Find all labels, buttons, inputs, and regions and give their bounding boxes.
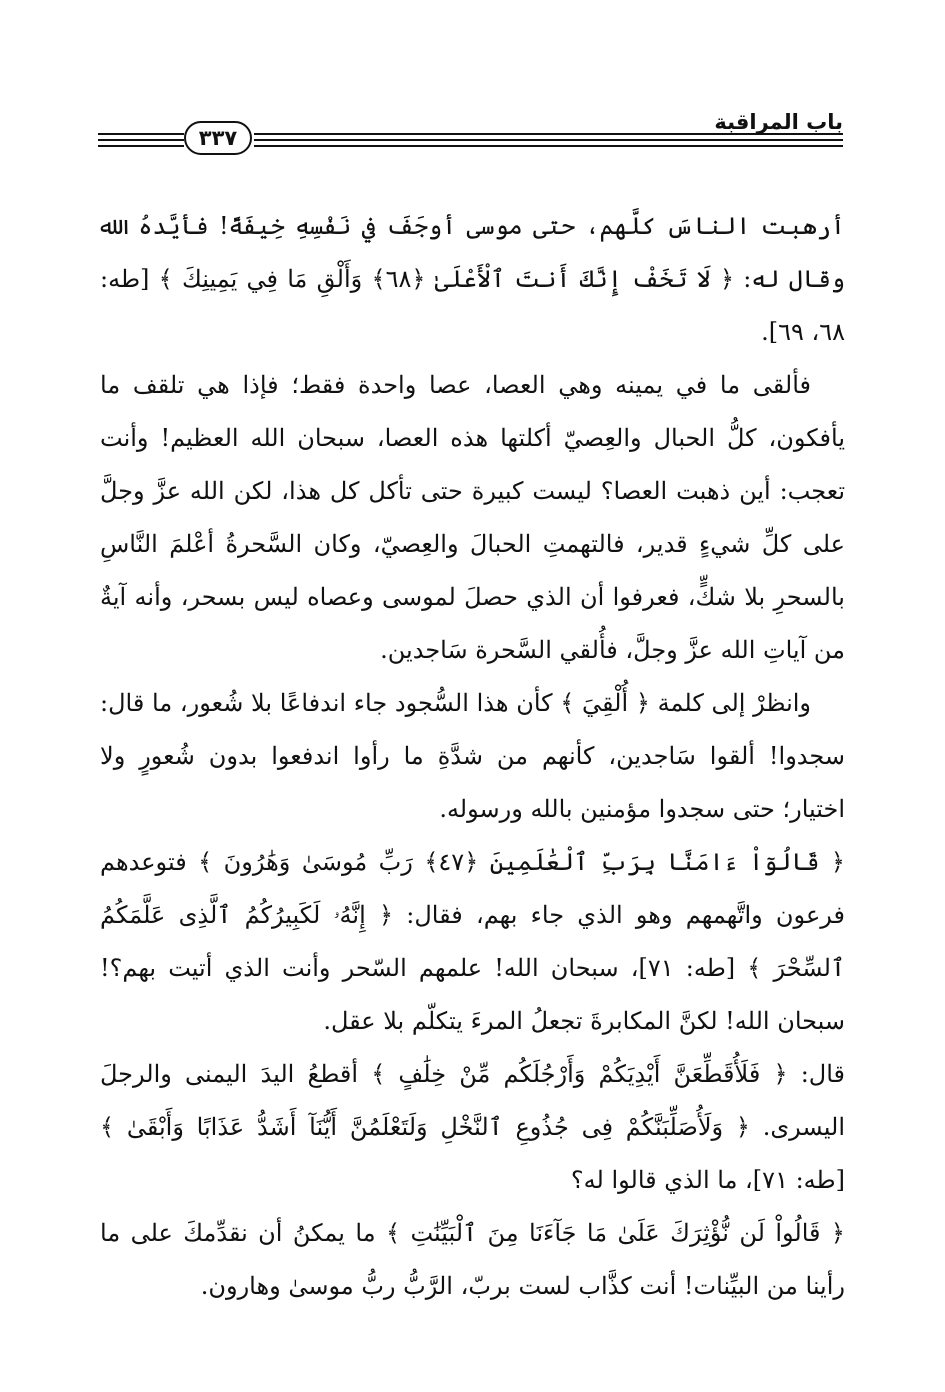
paragraph: وانظرْ إلى كلمة ﴿ أُلْقِيَ ﴾ كأن هذا السُّجود جاء اندفاعًا بلا شُعور، ما قال: سجدوا! ألقوا سَاجدين، كأنهم من شدَّةِ ما رأوا اندفعوا بدون شُعورٍ ولا اختيار؛ حتى سجدوا مؤمنين بالله ورسوله.: [100, 689, 845, 823]
paragraph: قال: ﴿ فَلَأُقَطِّعَنَّ أَيْدِيَكُمْ وَأَرْجُلَكُم مِّنْ خِلَٰفٍ ﴾ أقطعُ اليدَ اليمنى والرجلَ اليسرى. ﴿ وَلَأُصَلِّبَنَّكُمْ فِى جُذُوعِ ٱلنَّخْلِ وَلَتَعْلَمُنَّ أَيُّنَآ أَشَدُّ عَذَابًا وَأَبْقَىٰ ﴾ [طه: ٧١]، ما الذي قالوا له؟: [100, 1060, 845, 1194]
page-header: [98, 108, 843, 160]
header-rule: [98, 133, 184, 135]
header-rule: [254, 145, 843, 147]
paragraph: ﴿ قَالُواْ لَن نُّؤْثِرَكَ عَلَىٰ مَا جَآءَنَا مِنَ ٱلْبَيِّنَٰتِ ﴾ ما يمكنُ أن نقدِّمكَ على ما رأينا من البيِّنات! أنت كذَّاب لست بربّ، الرَّبُّ ربُّ موسىٰ وهارون.: [100, 1219, 845, 1300]
chapter-title: باب المراقبة: [714, 110, 843, 134]
header-rule: [98, 139, 184, 141]
body-text: [100, 200, 845, 1313]
paragraph: فألقى ما في يمينه وهي العصا، عصا واحدة فقط؛ فإذا هي تلقف ما يأفكون، كلُّ الحبال والعِصيّ أكلتها هذه العصا، سبحان الله العظيم! وأنت تعجب: أين ذهبت العصا؟ ليست كبيرة حتى تأكل كل هذا، لكن الله عزَّ وجلَّ على كلِّ شيءٍ قدير، فالتهمتِ الحبالَ والعِصيّ، وكان السَّحرةُ أعْلمَ النَّاسِ بالسحرِ بلا شكٍّ، فعرفوا أن الذي حصلَ لموسى وعصاه ليس بسحر، وأنه آيةٌ من آياتِ الله عزَّ وجلَّ، فأُلقي السَّحرة سَاجدين.: [100, 371, 846, 664]
header-rule: [254, 139, 843, 141]
page-number-frame: [184, 121, 252, 155]
paragraph: ﴿ قَالُوٓاْ ءَامَنَّا بِرَبِّ ٱلْعَٰلَمِينَ ﴿٤٧﴾ رَبِّ مُوسَىٰ وَهَٰرُونَ ﴾ فتوعدهم فرعون واتَّهمهم وهو الذي جاء بهم، فقال: ﴿ إِنَّهُۥ لَكَبِيرُكُمُ ٱلَّذِى عَلَّمَكُمُ ٱلسِّحْرَ ﴾ [طه: ٧١]، سبحان الله! علمهم السّحر وأنت الذي أتيت بهم؟! سبحان الله! لكنَّ المكابرةَ تجعلُ المرءَ يتكلّم بلا عقل.: [100, 848, 846, 1035]
header-rule: [98, 145, 184, 147]
paragraph: أرهبت الناسَ كلَّهم، حتى موسى أوجَفَ في نَفْسِهِ خِيفَةً! فأيَّدهُ الله وقال له: ﴿ لَا تَخَفْ إِنَّكَ أَنتَ ٱلْأَعْلَىٰ ﴿٦٨﴾ وَأَلْقِ مَا فِي يَمِينِكَ ﴾ [طه: ٦٨، ٦٩].: [100, 212, 846, 346]
page-number: ٣٣٧: [198, 125, 238, 150]
